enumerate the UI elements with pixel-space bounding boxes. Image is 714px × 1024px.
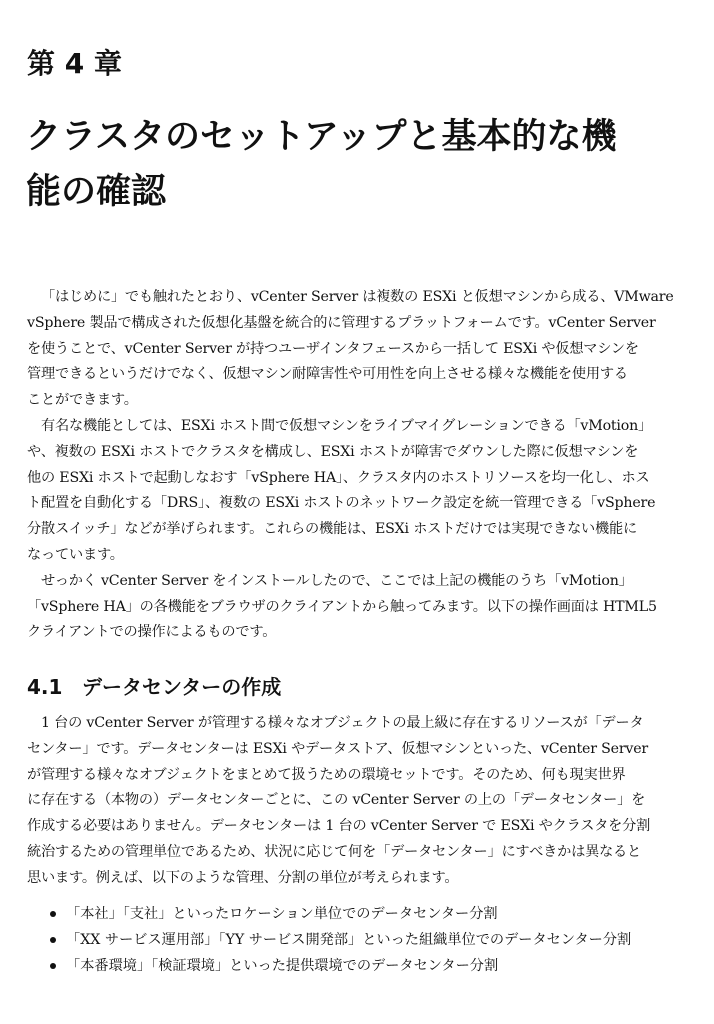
- text-line: が管理する様々なオブジェクトをまとめて扱うための環境セットです。そのため、何も現実世界: [27, 766, 626, 783]
- text-line: センター」です。データセンターは ESXi やデータストア、仮想マシンといった、vCenter Server: [27, 740, 649, 757]
- text-line: クライアントでの操作によるものです。: [27, 624, 277, 641]
- text-line: せっかく vCenter Server をインストールしたので、ここでは上記の機能のうち「vMotion」: [41, 572, 633, 589]
- text-line: に存在する（本物の）データセンターごとに、この vCenter Server の上の「データセンター」を: [27, 792, 646, 809]
- section-title: データセンターの作成: [82, 675, 282, 699]
- text-line: 分散スイッチ」などが挙げられます。これらの機能は、ESXi ホストだけでは実現できない機能に: [27, 521, 638, 538]
- list-item: [50, 902, 631, 928]
- bullet-icon: [50, 963, 56, 969]
- chapter-label: 第 4 章: [27, 47, 122, 80]
- text-line: ト配置を自動化する「DRS」、複数の ESXi ホストのネットワーク設定を統一管理できる「vSphere: [27, 495, 656, 512]
- list-item: [50, 928, 631, 954]
- paragraph-intro: [27, 285, 692, 646]
- text-line: 管理できるというだけでなく、仮想マシン耐障害性や可用性を向上させる様々な機能を使用する: [27, 366, 628, 383]
- bullet-icon: [50, 937, 56, 943]
- title-line: クラスタのセットアップと基本的な機: [26, 117, 617, 157]
- text-line: や、複数の ESXi ホストでクラスタを構成し、ESXi ホストが障害でダウンした際に仮想マシンを: [27, 443, 639, 460]
- text-line: を使うことで、vCenter Server が持つユーザインタフェースから一括して ESXi や仮想マシンを: [27, 340, 639, 357]
- text-line: vSphere 製品で構成された仮想化基盤を統合的に管理するプラットフォームです。vCenter Server: [27, 314, 656, 331]
- section-number: 4.1: [27, 675, 63, 699]
- section-heading: [27, 671, 281, 700]
- text-line: 「vSphere HA」の各機能をブラウザのクライアントから触ってみます。以下の操作画面は HTML5: [27, 598, 657, 615]
- title-line: 能の確認: [26, 172, 167, 212]
- text-line: なっています。: [27, 546, 124, 563]
- bullet-icon: [50, 911, 56, 917]
- text-line: 有名な機能としては、ESXi ホスト間で仮想マシンをライブマイグレーションできる「vMotion」: [41, 417, 653, 434]
- text-line: 統治するための管理単位であるため、状況に応じて何を「データセンター」にすべきかは異なると: [27, 843, 642, 860]
- bullet-list: [50, 902, 631, 979]
- text-line: 思います。例えば、以下のような管理、分割の単位が考えられます。: [27, 869, 459, 886]
- text-line: ことができます。: [27, 392, 138, 409]
- text-line: 1 台の vCenter Server が管理する様々なオブジェクトの最上級に存在するリソースが「データ: [41, 715, 644, 731]
- list-item-text: 「本番環境」「検証環境」といった提供環境でのデータセンター分割: [66, 957, 499, 974]
- text-line: 作成する必要はありません。データセンターは 1 台の vCenter Server で ESXi やクラスタを分割: [27, 818, 651, 835]
- text-line: 「はじめに」でも触れたとおり、vCenter Server は複数の ESXi と仮想マシンから成る、VMware: [41, 289, 674, 305]
- chapter-title: [26, 110, 616, 220]
- list-item: [50, 954, 631, 980]
- list-item-text: 「本社」「支社」といったロケーション単位でのデータセンター分割: [66, 906, 498, 922]
- paragraph-datacenter: [27, 711, 692, 892]
- text-line: 他の ESXi ホストで起動しなおす「vSphere HA」、クラスタ内のホストリソースを均一化し、ホス: [27, 469, 650, 486]
- list-item-text: 「XX サービス運用部」「YY サービス開発部」といった組織単位でのデータセンター分割: [66, 931, 632, 948]
